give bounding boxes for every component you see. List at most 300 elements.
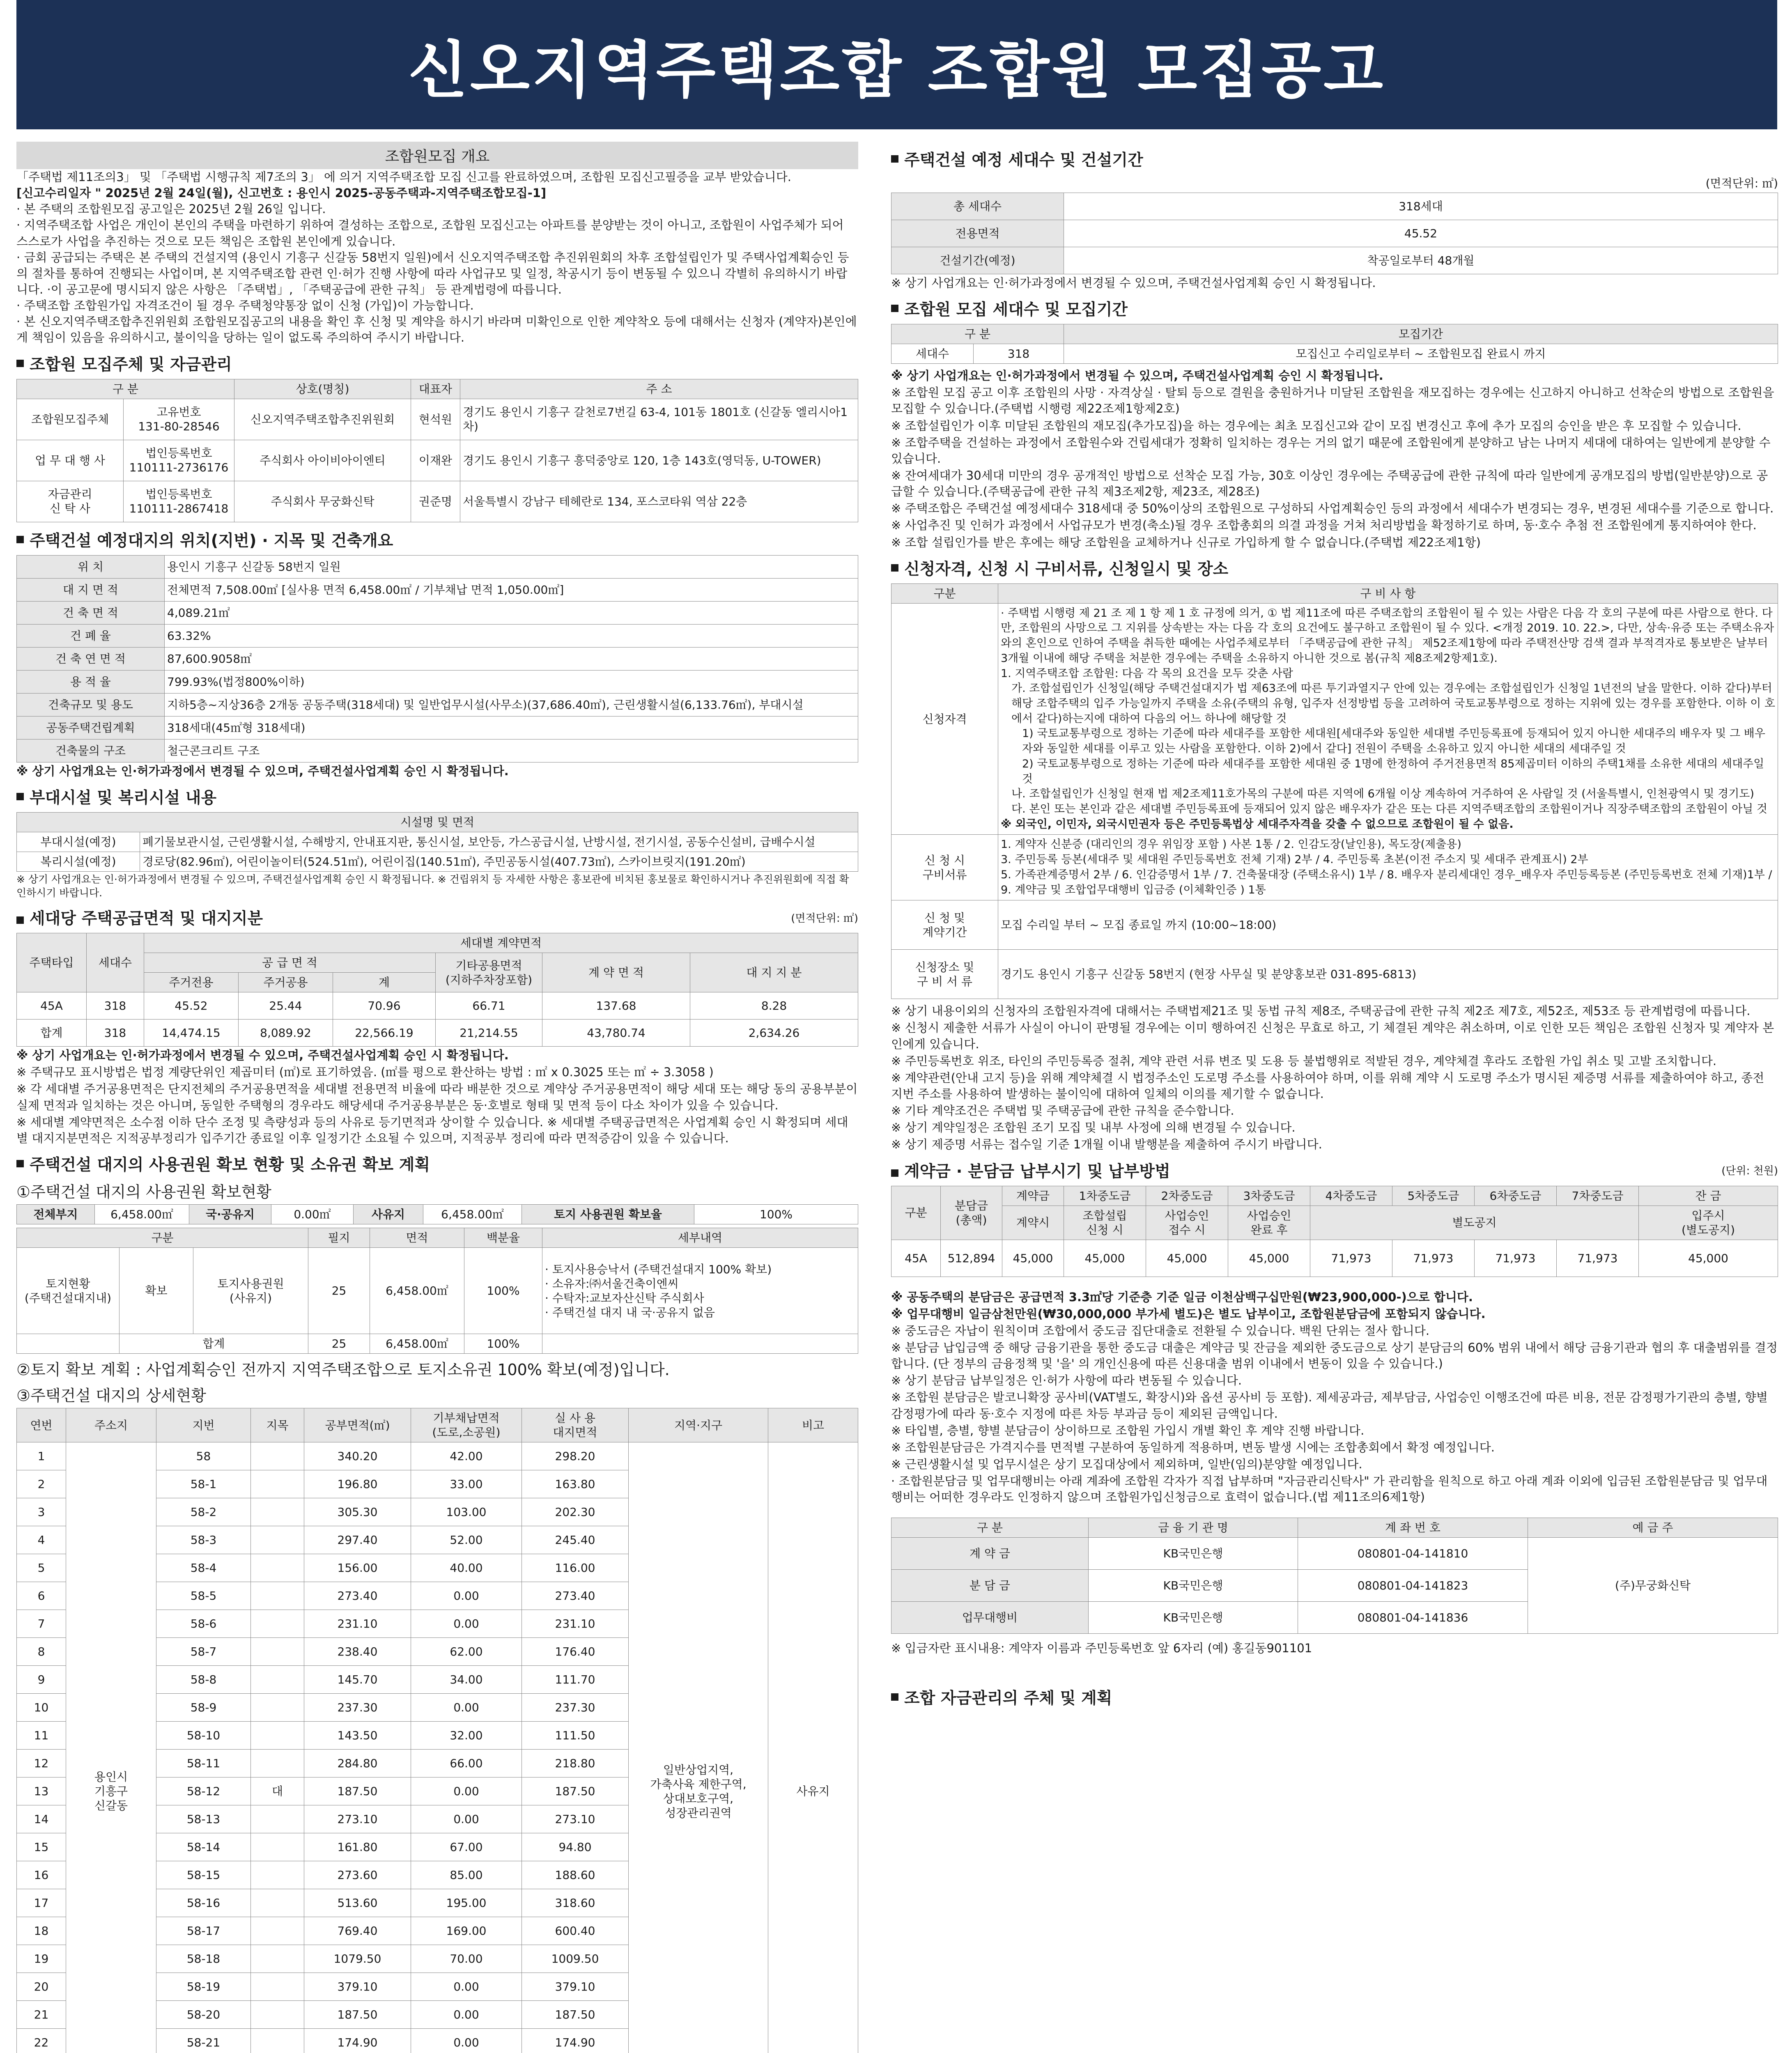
table-cell: 161.80 xyxy=(304,1833,411,1861)
table-cell: 용인시 기흥구 신갈동 xyxy=(66,1442,156,2053)
table-cell: 379.10 xyxy=(522,1973,629,2001)
table-row xyxy=(891,247,1778,274)
table-row xyxy=(17,601,858,624)
table-cell: 34.00 xyxy=(411,1666,522,1694)
land-sub1: ①주택건설 대지의 사용권원 확보현황 xyxy=(16,1183,271,1201)
table-cell: 45A xyxy=(17,992,87,1020)
table-cell: 202.30 xyxy=(522,1498,629,1526)
table-cell: 14,474.15 xyxy=(144,1020,239,1047)
detail-line: · 소유자:㈜서울건축이엔씨 xyxy=(545,1277,679,1291)
requirement-line: 1) 국토교통부령으로 정하는 기준에 따라 세대주를 포함한 세대원[세대주와 동일한 세대별 주민등록표에 등재되어 있지 아니한 세대주의 배우자 및 그 배우자와 동일한 세대를 이루고 있는 사람을 포함한다. 이하 2)에서 같다] 전원이 주택을 소유하고 있지 아니한 세대의 세대주일 것 xyxy=(1022,727,1765,756)
requirement-line: · 주택법 시행령 제 21 조 제 1 항 제 1 호 규정에 의거, ① 법 제11조에 따른 주택조합의 조합원이 될 수 있는 사람은 다음 각 호의 구분에 따른 사람으로 한다. 다만, 조합원의 사망으로 그 지위를 상속받는 자는 다음 각 호의 요건에도 불구하고 조합원이 될 수 있다. <개정 2019. 10. 22.>, 다만, 상속·유증 또는 주택소유자와의 혼인으로 인하여 주택을 취득한 때에는 사업주체로부터 「주택공급에 관한 규칙」 제52조제1항에 따라 주택전산망 검색 결과 부적격자로 통보받은 날부터 3개월 이내에 해당 주택을 처분한 경우에는 주택을 소유하지 아니한 것으로 봄(규칙 제8조제2항제1호). xyxy=(1001,606,1774,665)
table-cell: 40.00 xyxy=(411,1554,522,1582)
note-line: · 조합원분담금 및 업무대행비는 아래 계좌에 조합원 각자가 직접 납부하며 "자금관리신탁사" 가 관리함을 원칙으로 하고 아래 계좌 이외에 입금된 조합원분담금 및 업무대행비는 어떠한 경우라도 인정하지 않으며 조합원가입신청금으로 효력이 없습니다.(법 제11조의6제1항) xyxy=(891,1474,1768,1504)
table-cell: 대 지 면 적 xyxy=(17,578,165,601)
table-cell: 서울특별시 강남구 테헤란로 134, 포스코타워 역삼 22층 xyxy=(460,481,858,522)
section-recruit: 조합원 모집 세대수 및 모집기간 xyxy=(891,297,1778,320)
table-cell: 318세대(45㎡형 318세대) xyxy=(165,716,858,739)
table-cell: 58-14 xyxy=(156,1833,251,1861)
table-cell: 87,600.9058㎡ xyxy=(165,647,858,670)
table-cell: 8,089.92 xyxy=(239,1020,333,1047)
table-cell: 8 xyxy=(17,1638,66,1666)
table-cell: 전용면적 xyxy=(891,220,1064,247)
table-row xyxy=(17,647,858,670)
table-cell: 45,000 xyxy=(1146,1240,1228,1277)
table-cell: 지하5층~지상36층 2개동 공동주택(318세대) 및 일반업무시설(사무소)(37,686.40㎡), 근린생활시설(6,133.76㎡), 부대시설 xyxy=(165,693,858,716)
table-cell: 100% xyxy=(694,1205,858,1224)
note-line: ※ 사업추진 및 인허가 과정에서 사업규모가 변경(축소)될 경우 조합총회의 의결 과정을 거쳐 처리방법을 확정하기로 하며, 동·호수 추첨 전 조합원에게 통지하여야 한다. xyxy=(891,518,1757,533)
table-cell: 건축물의 구조 xyxy=(17,739,165,762)
note-line: ※ 조합원 모집 공고 이후 조합원의 사망 · 자격상실 · 탈퇴 등으로 결원을 충원하거나 미달된 조합원을 재모집하는 경우에는 신고하지 아니하고 선착순의 방법으로 조합원을 모집할 수 있습니다.(주택법 시행령 제22조제1항제2호) xyxy=(891,386,1774,416)
table-cell: 245.40 xyxy=(522,1526,629,1554)
payment-table: 구분 분담금 (총액) 계약금 1차중도금 2차중도금 3차중도금 4차중도금 5차중도금 6차중도금 7차중도금 잔 금 계약시 조합설립 신청 시 사업승인 접수 시 사업승인 완료 후 별도공지 입주시 (별도공지) 45A 512,894 45,000 45,000 45,000 45,000 71,973 71,973 71,973 71,973 45,000 xyxy=(891,1186,1778,1277)
table-cell: 58-7 xyxy=(156,1638,251,1666)
table-cell: 111.70 xyxy=(522,1666,629,1694)
table-cell: 0.00 xyxy=(411,1805,522,1833)
note-line: ※ 세대별 계약면적은 소수점 이하 단수 조정 및 측량성과 등의 사유로 등기면적과 상이할 수 있습니다. ※ 세대별 주택공급면적은 사업계획 승인 시 확정되며 세대별 대지지분면적은 지적공부정리가 입주기간 종료일 이후 일정기간 소요될 수 있으며, 지적공부 정리에 따라 면적증감이 있을 수 있습니다. xyxy=(16,1115,848,1145)
right-column xyxy=(891,142,1778,1713)
table-cell: 3 xyxy=(17,1498,66,1526)
table-cell: 163.80 xyxy=(522,1470,629,1498)
intro-line: · 지역주택조합 사업은 개인이 본인의 주택을 마련하기 위하여 결성하는 조합으로, 조합원 모집신고는 아파트를 분양받는 것이 아니고, 조합원이 사업주체가 되어 스스로가 사업을 추진하는 것으로 모든 책임은 조합원 본인에게 있습니다. xyxy=(16,218,844,248)
note-line: ※ 기타 계약조건은 주택법 및 주택공급에 관한 규칙을 준수합니다. xyxy=(891,1104,1234,1118)
table-cell xyxy=(251,1470,304,1498)
table-row xyxy=(17,670,858,693)
table-cell: 080801-04-141823 xyxy=(1298,1570,1528,1602)
table-row xyxy=(17,852,858,871)
table-cell: 2 xyxy=(17,1470,66,1498)
table-cell: 231.10 xyxy=(304,1610,411,1638)
table-cell: 45.52 xyxy=(144,992,239,1020)
section-qualify: 신청자격, 신청 시 구비서류, 신청일시 및 장소 xyxy=(891,556,1778,579)
table-cell: 고유번호 131-80-28546 xyxy=(124,399,234,440)
table-cell: 379.10 xyxy=(304,1973,411,2001)
table-cell: 33.00 xyxy=(411,1470,522,1498)
table-cell: 자금관리 신 탁 사 xyxy=(17,481,124,522)
plan-unit: (면적단위: ㎡) xyxy=(1705,177,1778,190)
detail-line: · 토지사용승낙서 (주택건설대지 100% 확보) xyxy=(545,1262,772,1276)
table-cell: 총 세대수 xyxy=(891,193,1064,220)
table-cell: 187.50 xyxy=(304,1777,411,1805)
table-cell: 0.00㎡ xyxy=(271,1205,354,1224)
note-line: ※ 각 세대별 주거공용면적은 단지전체의 주거공용면적을 세대별 전용면적 비율에 따라 배분한 것으로 계약상 주거공용면적이 해당 세대 또는 해당 동의 공용부분이 실제 면적과 일치하는 것은 아니며, 동일한 주택형의 경우라도 해당세대 주거공용부분은 동·호별로 형태 및 면적 등이 다소 차이가 있을 수 있습니다. xyxy=(16,1082,858,1112)
table-row xyxy=(17,1442,858,1470)
table-cell: 195.00 xyxy=(411,1889,522,1917)
table-row xyxy=(17,832,858,852)
table-cell: 토지 사용권원 확보율 xyxy=(522,1205,694,1224)
table-cell: (주)무궁화신탁 xyxy=(1528,1538,1778,1634)
table-cell: 경기도 용인시 기흥구 갈천로7번길 63-4, 101동 1801호 (신갈동 엘리시아1차) xyxy=(460,399,858,440)
table-cell: 58-12 xyxy=(156,1777,251,1805)
intro-line: · 금회 공급되는 주택은 본 주택의 건설지역 (용인시 기흥구 신갈동 58번지 일원)에서 신오지역주택조합 추진위원회의 차후 조합설립인가 및 주택사업계획승인 등의 절차를 통하여 진행되는 사업이며, 본 지역주택조합 관련 인·허가 진행 사항에 따라 사업규모 및 일정, 착공시기 등이 변동될 수 있으니 각별히 유의하시기 바랍니다. ·이 공고문에 명시되지 않은 사항은 「주택법」, 「주택공급에 관한 규칙」 등 관계법령에 따릅니다. xyxy=(16,250,849,296)
table-cell: 769.40 xyxy=(304,1917,411,1945)
table-cell: 4 xyxy=(17,1526,66,1554)
table-cell: 9 xyxy=(17,1666,66,1694)
table-cell: 66.71 xyxy=(436,992,542,1020)
table-cell: 국·공유지 xyxy=(189,1205,271,1224)
table-cell: 45A xyxy=(891,1240,941,1277)
table-cell: 143.50 xyxy=(304,1722,411,1750)
table-cell: 업무대행비 xyxy=(891,1602,1089,1634)
requirement-line: 2) 국토교통부령으로 정하는 기준에 따라 세대주를 포함한 세대원 중 1명에 한정하여 주거전용면적 85제곱미터 이하의 주택1채를 소유한 세대의 세대주일 것 xyxy=(1022,757,1764,785)
table-cell: 273.40 xyxy=(304,1582,411,1610)
table-cell: 58-18 xyxy=(156,1945,251,1973)
land-secure-table: 구분 필지 면적 백분율 세부내역 토지현황 (주택건설대지내) 확보 토지사용권원 (사유지) 25 6,458.00㎡ 100% · 토지사용승낙서 (주택건설대지 100% 확보) · 소유자:㈜서울건축이엔씨 · 수탁자:교보자산신탁 주식회사 · 주택건설 대지 내 국·공유지 없음 합계 25 6,458.00㎡ 100% xyxy=(16,1228,858,1354)
section-payment: 계약금 · 분담금 납부시기 및 납부방법 (단위: 천원) xyxy=(891,1159,1778,1182)
qualify-notes xyxy=(891,1003,1778,1153)
table-cell: 284.80 xyxy=(304,1750,411,1777)
table-cell: 45,000 xyxy=(1228,1240,1310,1277)
note-line: ※ 조합주택을 건설하는 과정에서 조합원수와 건립세대가 정확히 일치하는 경우는 거의 없기 때문에 조합원에게 분양하고 남는 나머지 세대에 대하여는 일반에게 분양할 수 있습니다. xyxy=(891,435,1771,466)
recruit-notes xyxy=(891,368,1778,551)
table-cell xyxy=(251,1526,304,1554)
table-cell: 법인등록번호 110111-2736176 xyxy=(124,440,234,481)
table-cell: 137.68 xyxy=(542,992,690,1020)
table-cell: 799.93%(법정800%이하) xyxy=(165,670,858,693)
table-cell: 현석원 xyxy=(411,399,460,440)
area-notes xyxy=(16,1047,858,1146)
table-cell: 25.44 xyxy=(239,992,333,1020)
table-cell: 58-15 xyxy=(156,1861,251,1889)
table-row xyxy=(17,440,858,481)
intro-header: 조합원모집 개요 xyxy=(16,142,858,169)
note-line: ※ 중도금은 자납이 원칙이며 조합에서 중도금 집단대출로 전환될 수 있습니다. 백원 단위는 절사 합니다. xyxy=(891,1323,1430,1338)
table-cell: 52.00 xyxy=(411,1526,522,1554)
table-cell: 238.40 xyxy=(304,1638,411,1666)
table-cell: 305.30 xyxy=(304,1498,411,1526)
table-cell: 15 xyxy=(17,1833,66,1861)
document-line: 1. 계약자 신분증 (대리인의 경우 위임장 포함 ) 사본 1통 / 2. 인감도장(날인용), 목도장(제출용) xyxy=(1001,838,1461,851)
table-cell: 5 xyxy=(17,1554,66,1582)
table-cell: 0.00 xyxy=(411,1610,522,1638)
table-cell: 58-8 xyxy=(156,1666,251,1694)
table-cell: 58-3 xyxy=(156,1526,251,1554)
table-row xyxy=(891,220,1778,247)
table-cell: 58-9 xyxy=(156,1694,251,1722)
table-cell xyxy=(251,1917,304,1945)
table-cell: 58-1 xyxy=(156,1470,251,1498)
table-cell: 경기도 용인시 기흥구 흥덕중앙로 120, 1층 143호(영덕동, U-TOWER) xyxy=(460,440,858,481)
table-cell: 513.60 xyxy=(304,1889,411,1917)
table-cell: 71,973 xyxy=(1475,1240,1557,1277)
table-cell: 71,973 xyxy=(1557,1240,1639,1277)
detail-line: · 수탁자:교보자산신탁 주식회사 xyxy=(545,1291,704,1305)
table-cell: 600.40 xyxy=(522,1917,629,1945)
table-cell: 대 xyxy=(251,1777,304,1805)
table-cell: 용 적 율 xyxy=(17,670,165,693)
subject-table: 구 분 상호(명칭) 대표자 주 소 조합원모집주체 고유번호 131-80-28546 신오지역주택조합추진위원회 현석원 경기도 용인시 기흥구 갈천로7번길 63-4, 101동 1801호 (신갈동 엘리시아1차) 업 무 대 행 사 법인등록번호 110111-2736176 주식회사 아이비아이엔티 이재완 경기도 용인시 기흥구 흥덕중앙로 120, 1층 143호(영덕동, U-TOWER) 자금관리 신 탁 사 법인등록번호 110111-2867418 주식회사 무궁화신탁 권준명 서울특별시 강남구 테헤란로 134, 포스코타워 역삼 22층 xyxy=(16,379,858,522)
table-cell: 합계 xyxy=(17,1020,87,1047)
table-row xyxy=(891,1538,1778,1570)
table-cell: 58-13 xyxy=(156,1805,251,1833)
table-cell: 6,458.00㎡ xyxy=(95,1205,189,1224)
table-row xyxy=(17,555,858,578)
note-line: ※ 상기 내용이외의 신청자의 조합원자격에 대해서는 주택법제21조 및 동법 규칙 제8조, 주택공급에 관한 규칙 제2조 제7호, 제52조, 제53조 등 관계법령에 따릅니다. xyxy=(891,1004,1751,1018)
table-cell: 전체부지 xyxy=(17,1205,95,1224)
requirement-line: 가. 조합설립인가 신청일(해당 주택건설대지가 법 제63조에 따른 투기과열지구 안에 있는 경우에는 조합설립인가 신청일 1년전의 날을 말한다. 이하 같다)부터 해당 조합주택의 입주 가능일까지 주택을 소유(주택의 유형, 입주자 선정방법 등을 고려하여 국토교통부령으로 정하는 지위에 있는 경우를 포함한다. 이하 이 호에서 같다)하는지에 대하여 다음의 어느 하나에 해당할 것 xyxy=(1011,682,1776,725)
table-cell: 58-10 xyxy=(156,1722,251,1750)
table-cell: 318 xyxy=(87,1020,144,1047)
table-cell: 일반상업지역, 가축사육 제한구역, 상대보호구역, 성장관리권역 xyxy=(629,1442,768,2053)
table-cell: 0.00 xyxy=(411,1973,522,2001)
table-cell: 16 xyxy=(17,1861,66,1889)
table-cell: 경로당(82.96㎡), 어린이놀이터(524.51㎡), 어린이집(140.51㎡), 주민공동시설(407.73㎡), 스카이브릿지(191.20㎡) xyxy=(140,852,858,871)
table-cell xyxy=(251,1610,304,1638)
requirement-line: 나. 조합설립인가 신청일 현재 법 제2조제11호가목의 구분에 따른 지역에 6개월 이상 계속하여 거주하여 온 사람일 것 (서울특별시, 인천광역시 및 경기도) xyxy=(1011,788,1754,801)
table-cell: KB국민은행 xyxy=(1089,1602,1298,1634)
facility-table: 시설명 및 면적 부대시설(예정) 폐기물보관시설, 근린생활시설, 수해방지, 안내표지판, 통신시설, 보안등, 가스공급시설, 난방시설, 전기시설, 공동수신설비, 급배수시설 복리시설(예정) 경로당(82.96㎡), 어린이놀이터(524.51㎡), 어린이집(140.51㎡), 주민공동시설(407.73㎡), 스카이브릿지(191.20㎡) xyxy=(16,812,858,872)
table-cell: 건 축 면 적 xyxy=(17,601,165,624)
table-cell: 174.90 xyxy=(304,2029,411,2053)
table-cell: 273.40 xyxy=(522,1582,629,1610)
table-cell: 58-16 xyxy=(156,1889,251,1917)
table-cell: 0.00 xyxy=(411,1582,522,1610)
table-cell: 6 xyxy=(17,1582,66,1610)
table-cell: 273.60 xyxy=(304,1861,411,1889)
table-cell: 187.50 xyxy=(304,2001,411,2029)
note-line: ※ 타입별, 층별, 향별 분담금이 상이하므로 조합원 가입시 개별 확인 후 계약 진행 바랍니다. xyxy=(891,1423,1365,1438)
table-cell: 건축규모 및 용도 xyxy=(17,693,165,716)
table-cell: 22,566.19 xyxy=(333,1020,436,1047)
note-line: ※ 조합 설립인가를 받은 후에는 해당 조합원을 교체하거나 신규로 가입하게 할 수 없습니다.(주택법 제22조제1항) xyxy=(891,535,1481,549)
table-cell: 273.10 xyxy=(522,1805,629,1833)
section-facility: 부대시설 및 복리시설 내용 xyxy=(16,785,858,808)
table-cell xyxy=(251,1750,304,1777)
table-cell: 318.60 xyxy=(522,1889,629,1917)
left-column xyxy=(16,142,858,2053)
location-table xyxy=(16,555,858,762)
section-subject: 조합원 모집주체 및 자금관리 xyxy=(16,352,858,375)
intro-line: · 본 주택의 조합원모집 공고일은 2025년 2월 26일 입니다. xyxy=(16,202,326,216)
note-line: ※ 주택규모 표시방법은 법정 계량단위인 제곱미터 (㎡)로 표기하였음. (㎡를 평으로 환산하는 방법 : ㎡ x 0.3025 또는 ㎡ ÷ 3.3058 ) xyxy=(16,1065,714,1079)
table-cell: 116.00 xyxy=(522,1554,629,1582)
table-cell: 58 xyxy=(156,1442,251,1470)
note-line: ※ 근린생활시설 및 업무시설은 상기 모집대상에서 제외하며, 일반(임의)분양할 예정입니다. xyxy=(891,1457,1362,1472)
table-cell xyxy=(251,1498,304,1526)
table-cell: KB국민은행 xyxy=(1089,1538,1298,1570)
area-table: 주택타입 세대수 세대별 계약면적 공 급 면 적 기타공용면적 (지하주차장포함) 계 약 면 적 대 지 지 분 주거전용 주거공용 계 45A 318 45.52 25.44 70.96 66.71 137.68 8.28 합계 318 14,474.15 8,089.92 22,566.19 21,214.55 43,780.74 2,634.26 xyxy=(16,933,858,1047)
table-row xyxy=(17,624,858,647)
table-cell xyxy=(251,1973,304,2001)
plan-table xyxy=(891,193,1778,274)
table-cell: 70.96 xyxy=(333,992,436,1020)
table-cell xyxy=(251,2029,304,2053)
table-cell: 공동주택건립계획 xyxy=(17,716,165,739)
recruit-table: 구 분 모집기간 세대수 318 모집신고 수리일로부터 ~ 조합원모집 완료시 까지 xyxy=(891,324,1778,364)
table-cell xyxy=(251,1805,304,1833)
facility-note: ※ 상기 사업개요는 인·허가과정에서 변경될 수 있으며, 주택건설사업계획 승인 시 확정됩니다. ※ 건립위치 등 자세한 사항은 홍보관에 비치된 홍보물로 확인하시거나 추진위원회에 직접 확인하시기 바랍니다. xyxy=(16,873,849,899)
table-cell: 사유지 xyxy=(768,1442,858,2053)
table-cell: 건 폐 율 xyxy=(17,624,165,647)
lots-table: 연번 주소지 지번 지목 공부면적(㎡) 기부채납면적 (도로,소공원) 실 사 용 대지면적 지역·지구 비고 1 용인시 기흥구 신갈동 58 340.20 42.00 298.20 일반상업지역, 가축사육 제한구역, 상대보호구역, 성장관리권역 사유지 2 58-1 196.80 33.00 163.80 3 58-2 305.30 103.00 202.30 4 58-3 297.40 52.00 245.40 5 58-4 156.00 40.00 116.00 6 58-5 273.40 0.00 273.40 7 58-6 231.10 0.00 231.10 8 58-7 238.40 62.00 176.40 9 58-8 145.70 34.00 111.70 10 58-9 237.30 0.00 237.30 11 58-10 143.50 32.00 111.50 12 58-11 284.80 66.00 218.80 13 58-12 대 187.50 0.00 187.50 14 58-13 273.10 0.00 273.10 15 58-14 161.80 67.00 94.80 16 58-15 273.60 85.00 188.60 17 58-16 513.60 195.00 318.60 18 58-17 769.40 169.00 600.40 19 58-18 1079.50 70.00 1009.50 20 58-19 379.10 0.00 379.10 21 58-20 187.50 0.00 187.50 22 58-21 174.90 0.00 174.90 xyxy=(16,1408,858,2053)
table-cell: 71,973 xyxy=(1310,1240,1392,1277)
table-cell: 58-17 xyxy=(156,1917,251,1945)
note-line: ※ 주택조합은 주택건설 예정세대수 318세대 중 50%이상의 조합원으로 구성하되 사업계획승인 등의 과정에서 세대수가 변경되는 경우, 변경된 세대수를 기준으로 합니다. xyxy=(891,501,1774,516)
note-line: ※ 조합원분담금은 가격지수를 면적별 구분하여 동일하게 적용하며, 변동 발생 시에는 조합총회에서 확정 예정입니다. xyxy=(891,1440,1495,1454)
table-cell: 복리시설(예정) xyxy=(17,852,140,871)
table-cell xyxy=(251,1722,304,1750)
table-cell xyxy=(251,1945,304,1973)
table-cell: 14 xyxy=(17,1805,66,1833)
table-cell: 8.28 xyxy=(690,992,858,1020)
table-cell: 169.00 xyxy=(411,1917,522,1945)
table-cell: 11 xyxy=(17,1722,66,1750)
table-cell: 174.90 xyxy=(522,2029,629,2053)
table-row xyxy=(17,481,858,522)
table-cell: 273.10 xyxy=(304,1805,411,1833)
section-plan: 주택건설 예정 세대수 및 건설기간 xyxy=(891,147,1778,170)
table-cell: 권준명 xyxy=(411,481,460,522)
table-cell: 주식회사 아이비아이엔티 xyxy=(234,440,411,481)
page-title: 신오지역주택조합 조합원 모집공고 xyxy=(408,34,1385,106)
payment-notes xyxy=(891,1289,1778,1506)
table-cell: 20 xyxy=(17,1973,66,2001)
land-summary-table xyxy=(16,1204,858,1224)
table-cell: 10 xyxy=(17,1694,66,1722)
table-cell: 318세대 xyxy=(1064,193,1778,220)
table-cell: 계 약 금 xyxy=(891,1538,1089,1570)
table-cell: 176.40 xyxy=(522,1638,629,1666)
table-cell: 45,000 xyxy=(1639,1240,1778,1277)
table-cell: 1079.50 xyxy=(304,1945,411,1973)
note-line: ※ 업무대행비 일금삼천만원(₩30,000,000 부가세 별도)은 별도 납부이고, 조합원분담금에 포함되지 않습니다. xyxy=(891,1307,1486,1321)
table-cell: 17 xyxy=(17,1889,66,1917)
land-sub3: ③주택건설 대지의 상세현황 xyxy=(16,1387,207,1405)
table-row xyxy=(17,693,858,716)
table-cell: 237.30 xyxy=(522,1694,629,1722)
table-row xyxy=(17,1020,858,1047)
table-cell: 19 xyxy=(17,1945,66,1973)
table-cell xyxy=(251,1638,304,1666)
table-cell: 사유지 xyxy=(354,1205,423,1224)
table-cell: 0.00 xyxy=(411,1694,522,1722)
intro-line: [신고수리일자 " 2025년 2월 24일(월), 신고번호 : 용인시 2025-공동주택과-지역주택조합모집-1] xyxy=(16,186,547,200)
note-line: ※ 신청시 제출한 서류가 사실이 아니이 판명될 경우에는 이미 행하여진 신청은 무효로 하고, 기 체결된 계약은 취소하며, 이로 인한 모든 책임은 조합원 신청자 및 계약자 본인에게 있습니다. xyxy=(891,1021,1774,1051)
document-line: 5. 가족관계증명서 2부 / 6. 인감증명서 1부 / 7. 건축물대장 (주택소유시) 1부 / 8. 배우자 분리세대인 경우_배우자 주민등록등본 (주민등록번호 전체 기재)1부 / 9. 계약금 및 조합업무대행비 입금증 (이체확인증 ) 1통 xyxy=(1001,868,1772,896)
qualify-table: 구분 구 비 사 항 신청자격 · 주택법 시행령 제 21 조 제 1 항 제 1 호 규정에 의거, ① 법 제11조에 따른 주택조합의 조합원이 될 수 있는 사람은 다음 각 호의 구분에 따른 사람으로 한다. 다만, 조합원의 사망으로 그 지위를 상속받는 자는 다음 각 호의 요건에도 불구하고 조합원이 될 수 있다. <개정 2019. 10. 22.>, 다만, 상속·유증 또는 주택소유자와의 혼인으로 인하여 주택을 취득한 때에는 사업주체로부터 「주택공급에 관한 규칙」 제52조제1항에 따라 주택전산망 검색 결과 부적격자로 통보받은 날부터 3개월 이내에 해당 주택을 처분한 경우에는 주택을 소유하지 아니한 것으로 봄(규칙 제8조제2항제1호). 1. 지역주택조합 조합원: 다음 각 목의 요건을 모두 갖춘 사람 가. 조합설립인가 신청일(해당 주택건설대지가 법 제63조에 따른 투기과열지구 안에 있는 경우에는 조합설립인가 신청일 1년전의 날을 말한다. 이하 같다)부터 해당 조합주택의 입주 가능일까지 주택을 소유(주택의 유형, 입주자 선정방법 등을 고려하여 국토교통부령으로 정하는 지위에 있는 경우를 포함한다. 이하 이 호에서 같다)하는지에 대하여 다음의 어느 하나에 해당할 것 1) 국토교통부령으로 정하는 기준에 따라 세대주를 포함한 세대원[세대주와 동일한 세대별 주민등록표에 등재되어 있지 아니한 세대주의 배우자 및 그 배우자와 동일한 세대를 이루고 있는 사람을 포함한다. 이하 2)에서 같다] 전원이 주택을 소유하고 있지 아니한 세대의 세대주일 것 2) 국토교통부령으로 정하는 기준에 따라 세대주를 포함한 세대원 중 1명에 한정하여 주거전용면적 85제곱미터 이하의 주택1채를 소유한 세대의 세대주일 것 나. 조합설립인가 신청일 현재 법 제2조제11호가목의 구분에 따른 지역에 6개월 이상 계속하여 거주하여 온 사람일 것 (서울특별시, 인천광역시 및 경기도) 다. 본인 또는 본인과 같은 세대별 주민등록표에 등재되어 있지 않은 배우자가 같은 또는 다른 지역주택조합의 조합원이거나 직장주택조합의 조합원이 아닐 것 ※ 외국인, 이민자, 외국시민권자 등은 주민등록법상 세대주자격을 갖출 수 없으므로 조합원이 될 수 없음. 신 청 시 구비서류 1. 계약자 신분증 (대리인의 경우 위임장 포함 ) 사본 1통 / 2. 인감도장(날인용), 목도장(제출용) 3. 주민등록 등본(세대주 및 세대원 주민등록번호 전체 기재) 2부 / 4. 주민등록 초본(이전 주소지 및 세대주 관계표시) 2부 5. 가족관계증명서 2부 / 6. 인감증명서 1부 / 7. 건축물대장 (주택소유시) 1부 / 8. 배우자 분리세대인 경우_배우자 주민등록등본 (주민등록번호 전체 기재)1부 / 9. 계약금 및 조합업무대행비 입금증 (이체확인증 ) 1통 신 청 및 계약기간 모집 수리일 부터 ~ 모집 종료일 까지 (10:00~18:00) 신청장소 및 구 비 서 류 경기도 용인시 기흥구 신갈동 58번지 (현장 사무실 및 분양홍보관 031-895-6813) xyxy=(891,583,1778,999)
table-cell xyxy=(251,1694,304,1722)
table-cell: 196.80 xyxy=(304,1470,411,1498)
note-line: ※ 계약관련(안내 고지 등)을 위해 계약체결 시 법정주소인 도로명 주소를 사용하여야 하며, 이를 위해 계약 시 도로명 주소가 명시된 제증명 서류를 제출하여야 하고, 종전 지번 주소를 사용하여 발생하는 불이익에 대하여 일체의 이의를 제기할 수 없습니다. xyxy=(891,1070,1764,1101)
table-cell: 145.70 xyxy=(304,1666,411,1694)
table-cell: 6,458.00㎡ xyxy=(423,1205,522,1224)
table-cell: 58-21 xyxy=(156,2029,251,2053)
note-line: ※ 분담금 납입금액 중 해당 금융기관을 통한 중도금 대출은 계약금 및 잔금을 제외한 중도금으로 상기 분담금의 60% 범위 내에서 해당 금융기관과 협의 후 대출범위를 결정합니다. (단 정부의 금융정책 및 '을' 의 개인신용에 따른 신용대출 범위 이내에서 변동이 있을 수 있습니다.) xyxy=(891,1341,1778,1371)
table-row xyxy=(17,578,858,601)
table-cell: 318 xyxy=(87,992,144,1020)
table-cell: 철근콘크리트 구조 xyxy=(165,739,858,762)
table-cell: 71,973 xyxy=(1392,1240,1475,1277)
table-cell: 67.00 xyxy=(411,1833,522,1861)
table-cell: 21 xyxy=(17,2001,66,2029)
detail-line: · 주택건설 대지 내 국·공유지 없음 xyxy=(545,1305,715,1319)
table-cell: 용인시 기흥구 신갈동 58번지 일원 xyxy=(165,555,858,578)
table-cell: 4,089.21㎡ xyxy=(165,601,858,624)
table-cell: 건 축 연 면 적 xyxy=(17,647,165,670)
table-cell xyxy=(251,1554,304,1582)
table-cell: 85.00 xyxy=(411,1861,522,1889)
table-row xyxy=(17,399,858,440)
note-line: ※ 공동주택의 분담금은 공급면적 3.3㎡당 기준층 기준 일금 이천삼백구십만원(₩23,900,000-)으로 합니다. xyxy=(891,1290,1473,1304)
table-row xyxy=(17,739,858,762)
table-cell: 1 xyxy=(17,1442,66,1470)
table-cell: 62.00 xyxy=(411,1638,522,1666)
table-cell: 32.00 xyxy=(411,1722,522,1750)
note-line: ※ 조합원 분담금은 발코니확장 공사비(VAT별도, 확장시)와 옵션 공사비 등 포함). 제세공과금, 제부담금, 사업승인 이행조건에 따른 비용, 전문 감정평가기관의 층별, 향별 감정평가에 따라 동·호수 지정에 따른 차등 부과금 등이 제외된 금액입니다. xyxy=(891,1390,1768,1421)
table-cell: 전체면적 7,508.00㎡ [실사용 면적 6,458.00㎡ / 기부채납 면적 1,050.00㎡] xyxy=(165,578,858,601)
table-cell: 법인등록번호 110111-2867418 xyxy=(124,481,234,522)
table-row xyxy=(17,992,858,1020)
table-cell: 231.10 xyxy=(522,1610,629,1638)
table-cell xyxy=(251,2001,304,2029)
section-area: 세대당 주택공급면적 및 대지지분 (면적단위: ㎡) xyxy=(16,906,858,929)
deposit-note: ※ 입금자란 표시내용: 계약자 이름과 주민등록번호 앞 6자리 (예) 홍길동901101 xyxy=(891,1641,1312,1656)
table-cell: 156.00 xyxy=(304,1554,411,1582)
plan-note: ※ 상기 사업개요는 인·허가과정에서 변경될 수 있으며, 주택건설사업계획 승인 시 확정됩니다. xyxy=(891,276,1376,290)
table-cell: 0.00 xyxy=(411,2001,522,2029)
table-cell: 분 담 금 xyxy=(891,1570,1089,1602)
note-line: ※ 상기 제증명 서류는 접수일 기준 1개월 이내 발행분을 제출하여 주시기 바랍니다. xyxy=(891,1137,1322,1152)
table-cell: 66.00 xyxy=(411,1750,522,1777)
table-cell: 13 xyxy=(17,1777,66,1805)
table-cell: 22 xyxy=(17,2029,66,2053)
table-cell: 7 xyxy=(17,1610,66,1638)
table-cell: 080801-04-141810 xyxy=(1298,1538,1528,1570)
title-banner xyxy=(16,0,1777,129)
table-cell: 58-2 xyxy=(156,1498,251,1526)
note-line: ※ 주민등록번호 위조, 타인의 주민등록증 절취, 계약 관련 서류 변조 및 도용 등 불법행위로 적발된 경우, 계약체결 후라도 조합원 가입 취소 및 고발 조치합니다. xyxy=(891,1054,1717,1068)
document-line: 3. 주민등록 등본(세대주 및 세대원 주민등록번호 전체 기재) 2부 / 4. 주민등록 초본(이전 주소지 및 세대주 관계표시) 2부 xyxy=(1001,853,1588,866)
table-cell: 297.40 xyxy=(304,1526,411,1554)
table-cell: 조합원모집주체 xyxy=(17,399,124,440)
table-cell xyxy=(251,1833,304,1861)
table-cell: 신오지역주택조합추진위원회 xyxy=(234,399,411,440)
land-sub2: ②토지 확보 계획 : 사업계획승인 전까지 지역주택조합으로 토지소유권 100% 확보(예정)입니다. xyxy=(16,1361,670,1379)
note-line: ※ 잔여세대가 30세대 미만의 경우 공개적인 방법으로 선착순 모집 가능, 30호 이상인 경우에는 주택공급에 관한 규칙에 따라 일반에게 공개모집의 방법(일반분양)으로 공급할 수 있습니다.(주택공급에 관한 규칙 제3조제2항, 제23조, 제28조) xyxy=(891,468,1768,499)
requirement-line: 다. 본인 또는 본인과 같은 세대별 주민등록표에 등재되어 있지 않은 배우자가 같은 또는 다른 지역주택조합의 조합원이거나 직장주택조합의 조합원이 아닐 것 xyxy=(1011,803,1767,816)
table-cell: 45.52 xyxy=(1064,220,1778,247)
table-cell: 이재완 xyxy=(411,440,460,481)
section-location: 주택건설 예정대지의 위치(지번) · 지목 및 건축개요 xyxy=(16,528,858,551)
table-cell: 업 무 대 행 사 xyxy=(17,440,124,481)
table-cell: 237.30 xyxy=(304,1694,411,1722)
table-cell xyxy=(251,1861,304,1889)
table-cell: 0.00 xyxy=(411,2029,522,2053)
account-table: 구 분 금 융 기 관 명 계 좌 번 호 예 금 주 계 약 금 KB국민은행 080801-04-141810 (주)무궁화신탁 분 담 금 KB국민은행 080801-04-141823 업무대행비 KB국민은행 080801-04-141836 xyxy=(891,1518,1778,1634)
table-cell: 착공일로부터 48개월 xyxy=(1064,247,1778,274)
table-cell: 1009.50 xyxy=(522,1945,629,1973)
intro-text xyxy=(16,169,858,346)
table-cell: 42.00 xyxy=(411,1442,522,1470)
table-cell: 주식회사 무궁화신탁 xyxy=(234,481,411,522)
table-cell: 45,000 xyxy=(1064,1240,1146,1277)
table-cell xyxy=(251,1666,304,1694)
table-cell: 부대시설(예정) xyxy=(17,832,140,852)
section-land: 주택건설 대지의 사용권원 확보 현황 및 소유권 확보 계획 xyxy=(16,1152,858,1175)
table-cell: 58-4 xyxy=(156,1554,251,1582)
table-cell xyxy=(251,1889,304,1917)
note-line: ※ 조합설립인가 이후 미달된 조합원의 재모집(추가모집)을 하는 경우에는 최초 모집신고와 같이 모집 변경신고 후에 추가 모집의 승인을 받은 후 모집할 수 있습니다. xyxy=(891,418,1741,433)
intro-line: 「주택법 제11조의3」 및 「주택법 시행규칙 제7조의 3」 에 의거 지역주택조합 모집 신고를 완료하였으며, 조합원 모집신고필증을 교부 받았습니다. xyxy=(16,170,791,184)
table-cell: 187.50 xyxy=(522,2001,629,2029)
table-row xyxy=(891,193,1778,220)
table-cell: 2,634.26 xyxy=(690,1020,858,1047)
table-cell: 12 xyxy=(17,1750,66,1777)
table-cell: 21,214.55 xyxy=(436,1020,542,1047)
table-cell: 45,000 xyxy=(1002,1240,1064,1277)
requirement-line: ※ 외국인, 이민자, 외국시민권자 등은 주민등록법상 세대주자격을 갖출 수 없으므로 조합원이 될 수 없음. xyxy=(1001,818,1514,831)
table-cell: 58-5 xyxy=(156,1582,251,1610)
